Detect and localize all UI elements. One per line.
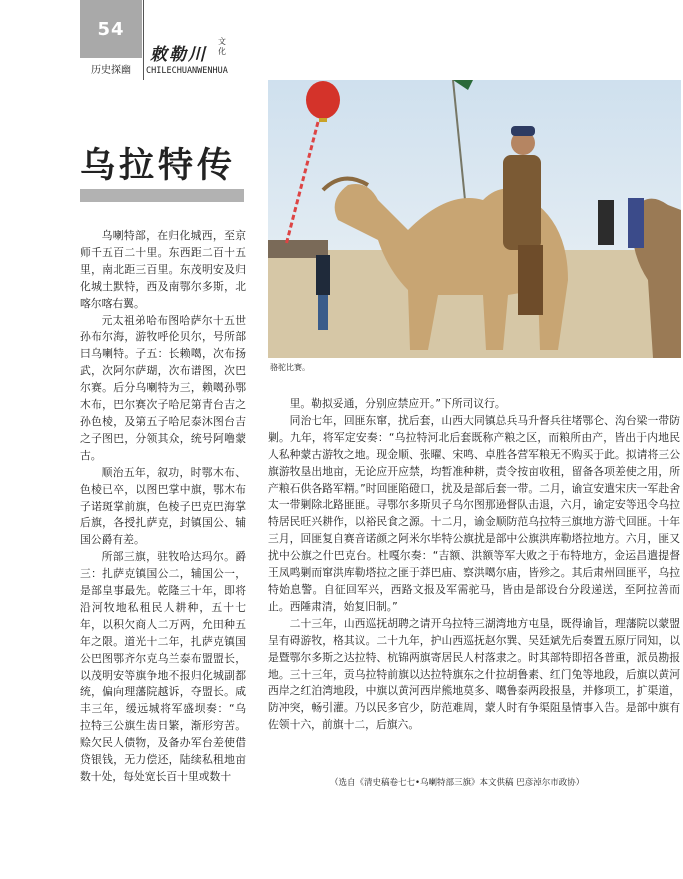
title-underline-bar (80, 189, 244, 202)
paragraph: 所部三旗，驻牧哈达玛尔。爵三：扎萨克镇国公二，辅国公一，是部皇事最先。乾隆三十年，即将沿河牧地私租民人耕种，五十七年，以积欠商人二万两，允田种五年之限。道光十二年，扎萨克镇国公巴图鄂齐尔克乌兰泰布盟盟长，以茂明安等旗争地不报归化城副都统，偏向理藩院越诉，夺盟长。咸丰三年，缓远城将军盛坝奏：“乌拉特三公旗生齿日繁，渐形穷苦。赊欠民人债物，及备办军台差使借贷银钱，无力偿还，陆续私租地亩数十处，每处宽长百十里或数十 (80, 550, 246, 783)
article-source: （选自《清史稿卷七七•乌喇特部三旗》本文供稿 巴彦淖尔市政协） (330, 778, 585, 788)
paragraph: 元太祖弟哈布图哈萨尔十五世孙布尔海，游牧呼伦贝尔，号所部曰乌喇特。子五：长赖噶，次布扬武，次阿尔萨瑚，次布谱图，次巴尔赛。后分乌喇特为三，赖噶孙鄂木布，巴尔赛次子哈尼第青台吉之孙色棱，及第五子哈尼泰沐图台吉之子图巴，分领其众，统号阿噜蒙古。 (80, 313, 246, 462)
paragraph: 二十三年，山西巡抚胡聘之请开乌拉特三湖湾地方屯垦，既得谕旨，理藩院以蒙盟呈有碍游牧，格其议。二十九年，护山西巡抚赵尔巽、吴廷斌先后奏置五原厅同知，以是暨鄂尔多斯之达拉特、杭锦两旗寄居民人村落隶之。时其部特即招各普重，派员勘报地。三十三年，贡乌拉特前旗以达拉特旗东之什拉胡鲁素、红门兔等地段，后旗以黄河西岸之红泊湾地段，中旗以黄河西岸熊地莫多、噶鲁泰两段报垦，并修项工，扩渠道，防冲突，畅引灌。乃以民多官少，防范难周，蒙人时有争渠阻垦情事入告。是部中旗有佐领十六，前旗十二，后旗六。 (268, 616, 680, 732)
paragraph: 里。勒拟妥通，分别应禁应开。”下所司议行。 (289, 397, 506, 410)
header-divider (143, 0, 144, 80)
page-number: 54 (97, 18, 125, 40)
page-number-box (80, 0, 142, 58)
magazine-logo-english: CHILECHUANWENHUA (146, 66, 228, 76)
article-title: 乌拉特传 (80, 146, 237, 186)
section-label: 历史探幽 (91, 65, 131, 76)
magazine-logo-side: 文化 (218, 37, 226, 56)
magazine-logo: 敕勒川 (150, 45, 207, 65)
paragraph: 同治七年，回匪东窜，扰后套，山西大同镇总兵马升督兵往堵鄂仑、沟台梁一带防剿。九年，将军定安奏：“乌拉特河北后套既称产粮之区，而粮所由产，皆出于内地民人私种蒙古游牧之地。现金顺、张曜、宋鸣、卓胜各营军粮无不购买于此。拟请将三公旗游牧垦出地亩，无论应开应禁，均暂准种耕，责令按亩收租，留备各项差使之用，所产粮石供各路军糈。”时回匪陷磴口，扰及是部后套一带。二月，谕宣安遣宋庆一军赴舍太一带剿除北路匪匪。寻鄂尔多斯贝子乌尔图那逊督队击退，六月，谕定安等迅令乌拉特居民旺兴耕作，以裕民食之源。十二月，谕金顺防范乌拉特三旗地方游弋回匪。十年三月，回匪复自赛音诺颜之阿米尔毕特公旗扰是部中公旗洪库勒塔拉地方。六月，匪又扰中公旗之什巴克台。杜嘎尔奏：“吉额、洪额等军大败之于布特地方，金运昌遣提督王凤鸣剿而窜洪库勒塔拉之匪于莽巴庙、察洪噶尔庙，皆殄之。其后肃州回匪平，乌拉特始息警。自征回军兴，西路文报及军需驼马，皆由是部设台分段递送，至阿拉善而止。西陲肃清，始复旧制。” (268, 413, 680, 613)
paragraph: 顺治五年，叙功，时鄂木布、色棱已卒，以图巴掌中旗，鄂木布子诺斑掌前旗，色棱子巴克巴海掌后旗，各授扎萨克，封镇国公、辅国公爵有差。 (80, 465, 246, 547)
article-left-column (80, 228, 246, 786)
camel-race-photo (268, 80, 681, 358)
paragraph: 乌喇特部，在归化城西，至京师千五百二十里。东西距二百十五里，南北距三百里。东茂明安及归化城土默特，西及南鄂尔多斯，北喀尔喀右翼。 (80, 229, 246, 310)
article-right-column (268, 396, 680, 734)
photo-caption: 骆驼比赛。 (270, 363, 310, 372)
